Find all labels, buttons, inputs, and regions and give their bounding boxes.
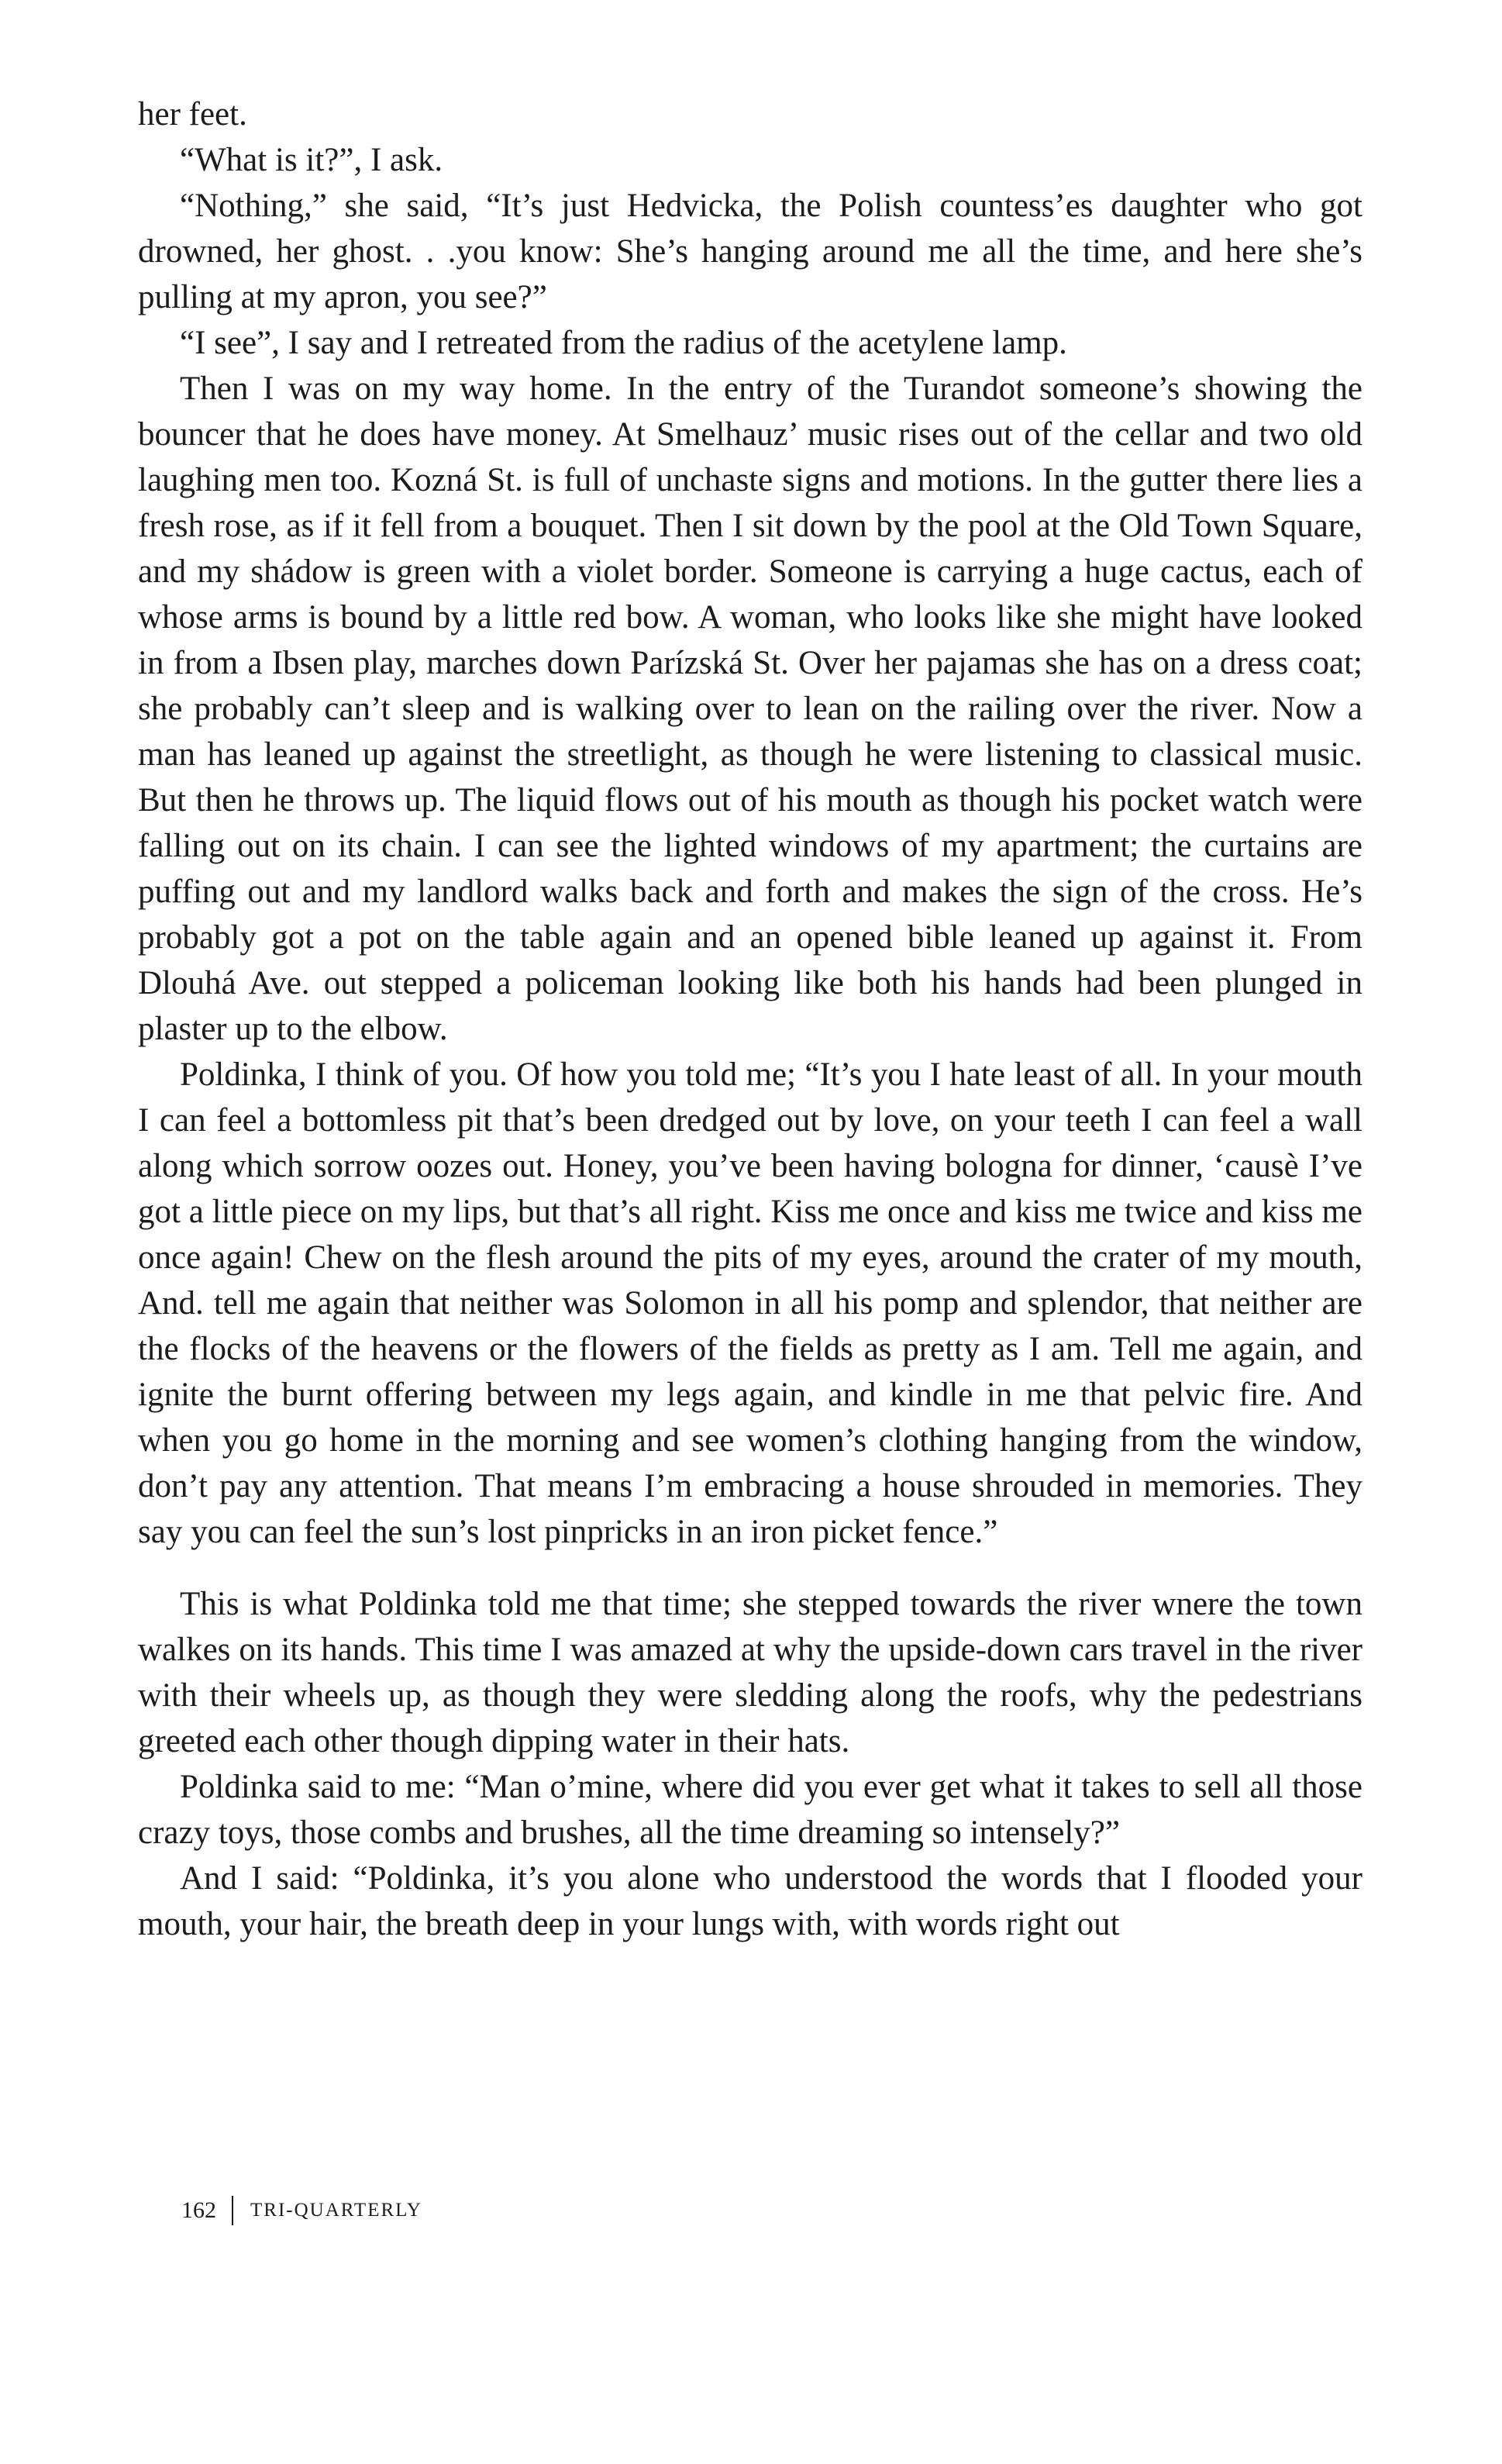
page-footer: [181, 2196, 422, 2225]
body-text: [138, 91, 1362, 1947]
paragraph-poldinka-question: Poldinka said to me: “Man o’mine, where did you ever get what it takes to sell all those crazy toys, those combs and brushes, all the time dreaming so intensely?”: [138, 1769, 1362, 1851]
paragraph-poldinka-memory: Poldinka, I think of you. Of how you told me; “It’s you I hate least of all. In your mouth I can feel a bottomless pit that’s been dredged out by love, on your teeth I can feel a wall along which sorrow oozes out. Honey, you’ve been having bologna for dinner, ‘causè I’ve got a little piece on my lips, but that’s all right. Kiss me once and kiss me twice and kiss me once again! Chew on the flesh around the pits of my eyes, around the crater of my mouth, And. tell me again that neither was Solomon in all his pomp and splendor, that neither are the flocks of the heavens or the flowers of the fields as pretty as I am. Tell me again, and ignite the burnt offering between my legs again, and kindle in me that pelvic fire. And when you go home in the morning and see women’s clothing hanging from the window, don’t pay any attention. That means I’m embracing a house shrouded in memories. They say you can feel the sun’s lost pinpricks in an iron picket fence.”: [138, 1056, 1362, 1550]
page-number: 162: [181, 2197, 216, 2223]
journal-name: TRI-QUARTERLY: [250, 2200, 422, 2221]
paragraph-dialogue-reply: “I see”, I say and I retreated from the radius of the acetylene lamp.: [180, 325, 1067, 361]
paragraph-dialogue-question: “What is it?”, I ask.: [180, 142, 443, 178]
footer-divider: [232, 2196, 233, 2225]
paragraph-walk-home: Then I was on my way home. In the entry of the Turandot someone’s showing the bouncer that he does have money. At Smelhauz’ music rises out of the cellar and two old laughing men too. Kozná St. is full of unchaste signs and motions. In the gutter there lies a fresh rose, as if it fell from a bouquet. Then I sit down by the pool at the Old Town Square, and my shádow is green with a violet border. Someone is carrying a huge cactus, each of whose arms is bound by a little red bow. A woman, who looks like she might have looked in from a Ibsen play, marches down Parízská St. Over her pajamas she has on a dress coat; she probably can’t sleep and is walking over to lean on the railing over the river. Now a man has leaned up against the streetlight, as though he were listening to classical music. But then he throws up. The liquid flows out of his mouth as though his pocket watch were falling out on its chain. I can see the lighted windows of my apartment; the curtains are puffing out and my landlord walks back and forth and makes the sign of the cross. He’s probably got a pot on the table again and an opened bible leaned up against it. From Dlouhá Ave. out stepped a policeman looking like both his hands had been plunged in plaster up to the elbow.: [138, 370, 1362, 1047]
paragraph-continuation: her feet.: [138, 96, 247, 133]
paragraph-reply: And I said: “Poldinka, it’s you alone who understood the words that I flooded your mouth, your hair, the breath deep in your lungs with, with words right out: [138, 1860, 1362, 1942]
paragraph-river: This is what Poldinka told me that time; she stepped towards the river wnere the town walkes on its hands. This time I was amazed at why the upside-down cars travel in the river with their wheels up, as though they were sledding along the roofs, why the pedestrians greeted each other though dipping water in their hats.: [138, 1586, 1362, 1759]
paragraph-dialogue-ghost: “Nothing,” she said, “It’s just Hedvicka, the Polish countess’es daughter who got drowned, her ghost. . .you know: She’s hanging around me all the time, and here she’s pulling at my apron, you see?”: [138, 188, 1362, 315]
